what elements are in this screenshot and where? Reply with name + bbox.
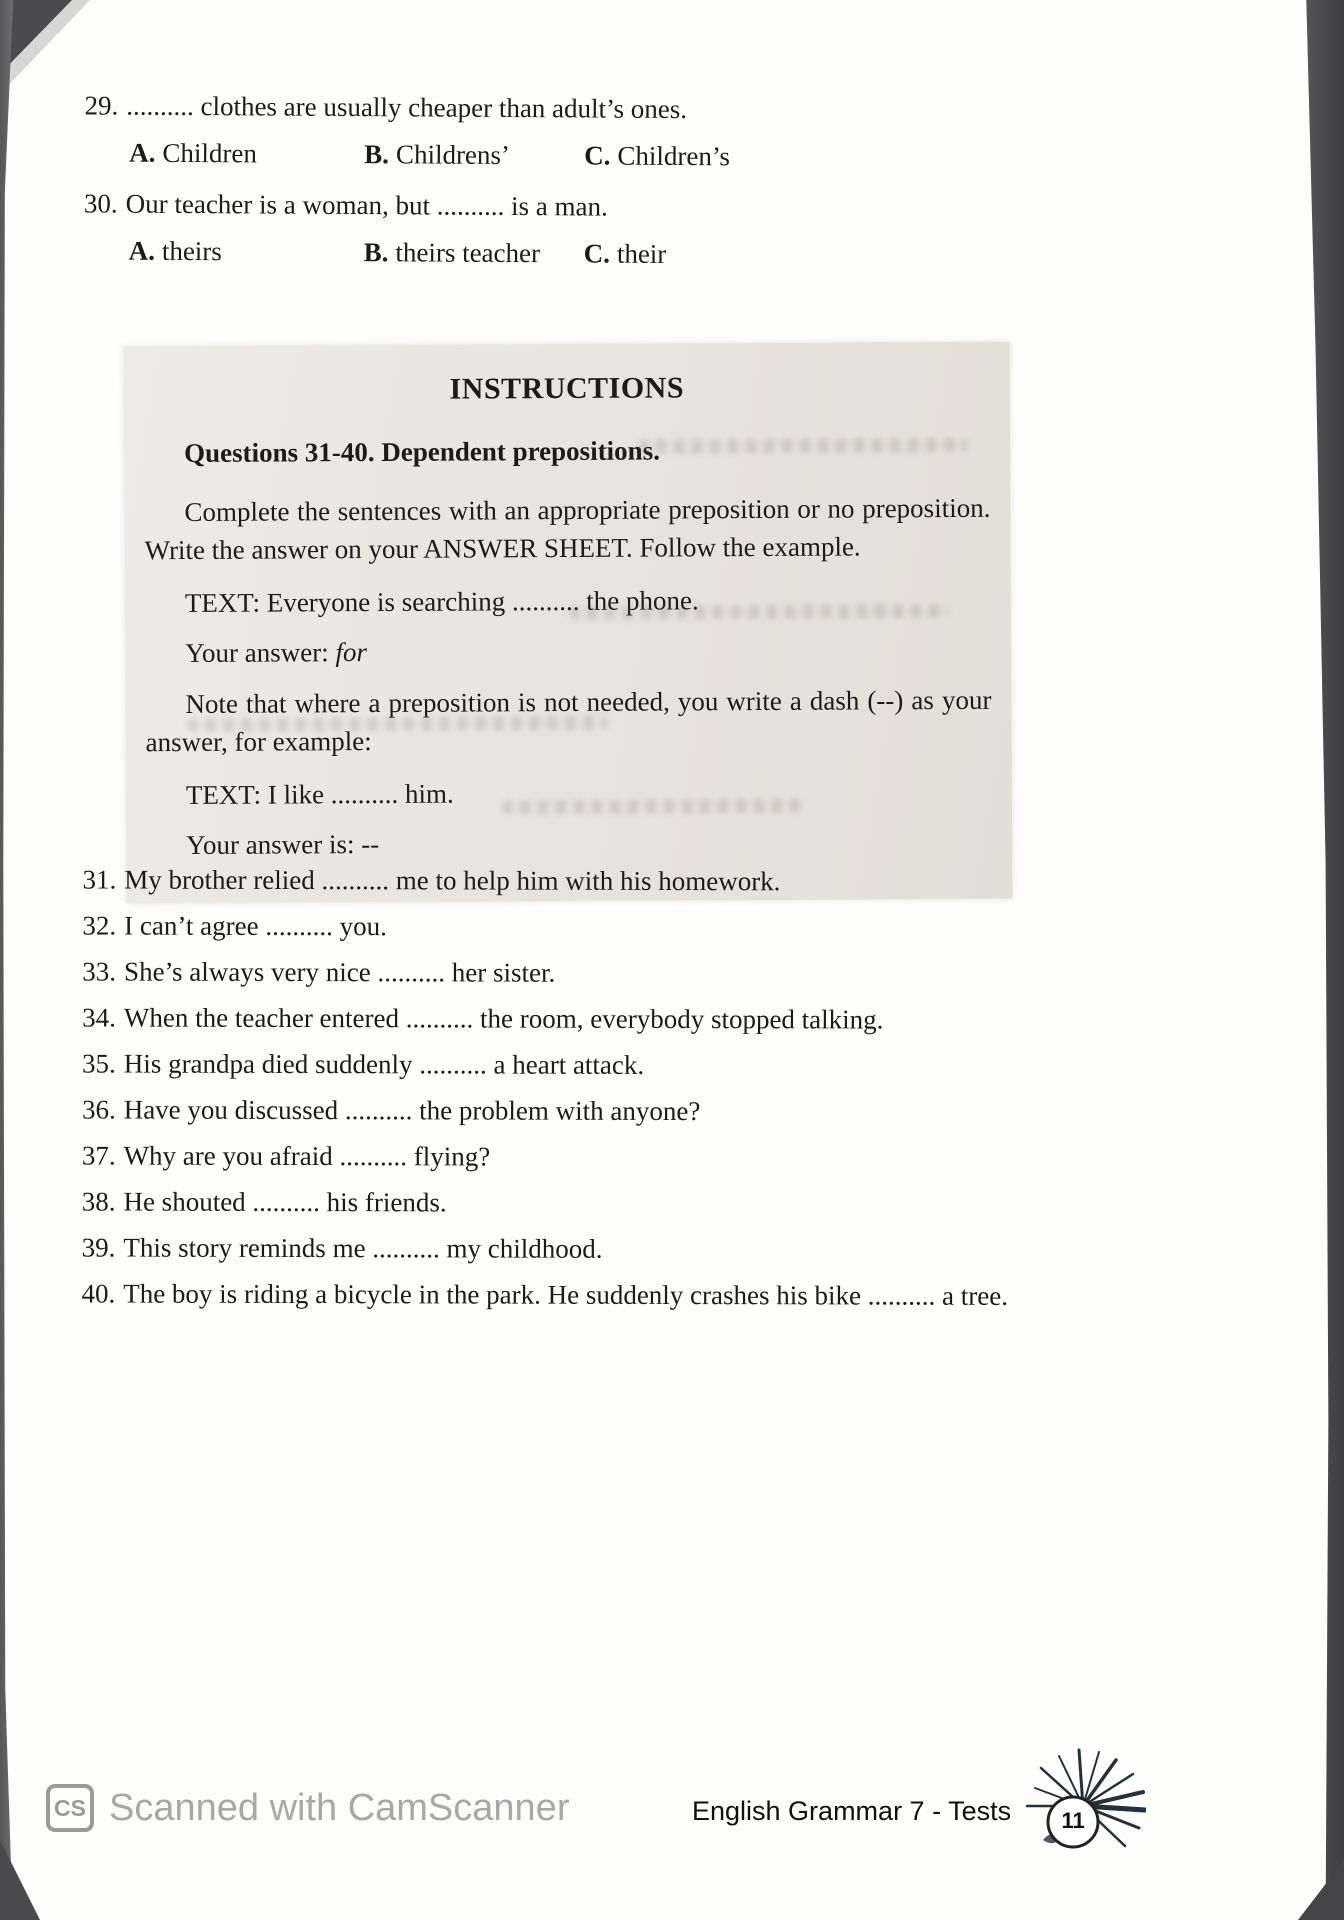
option-29-b [364,139,584,171]
question-number: 38. [81,1186,116,1217]
footer-right [692,1770,1146,1888]
question-40 [81,1278,1273,1311]
question-39 [82,1232,1274,1265]
question-text: My brother relied .......... me to help him with his homework. [124,864,781,897]
bleed-through-artifact [638,438,968,454]
options-row-29 [129,138,1269,176]
question-number: 37. [81,1140,116,1171]
question-number: 36. [81,1094,116,1125]
example-1-answer [185,631,991,671]
question-number: 30. [83,188,118,219]
option-29-c [584,140,730,172]
question-number: 35. [82,1048,116,1079]
bleed-through-artifact [187,716,607,732]
question-text: When the teacher entered .......... the room, everybody stopped talking. [123,1002,884,1035]
question-text: She’s always very nice .......... her sister. [124,956,556,988]
option-30-c [584,238,667,270]
option-text: theirs teacher [395,237,541,269]
question-30 [84,188,1269,226]
question-number: 33. [82,956,117,987]
option-label: A. [128,235,155,266]
camscanner-logo-icon: CS [46,1784,94,1832]
question-text: I can’t agree .......... you. [124,910,387,942]
option-30-a [129,236,364,268]
option-text: theirs [161,235,222,267]
question-text: This story reminds me .......... my childhood. [123,1232,603,1264]
option-label: B. [364,139,390,170]
question-number: 39. [81,1232,116,1263]
page-number: 11 [1061,1808,1085,1833]
example-1-answer-value: for [335,637,368,668]
camscanner-text: Scanned with CamScanner [109,1786,570,1829]
question-text: Have you discussed .......... the problem with anyone? [123,1094,701,1127]
option-text: their [616,238,667,269]
question-text: His grandpa died suddenly .......... a heart attack. [123,1048,645,1080]
bleed-through-artifact [569,604,949,620]
question-33 [82,956,1274,989]
bleed-through-artifact [502,799,802,815]
example-1-text: TEXT: Everyone is searching .......... the phone. [184,585,699,619]
question-36 [82,1094,1274,1127]
book-title: English Grammar 7 - Tests [692,1796,1012,1826]
example-1-answer-label: Your answer: [185,637,336,669]
question-29 [84,90,1269,128]
option-text: Children’s [617,140,731,172]
questions-31-40-section [81,864,1274,1327]
question-text: .......... clothes are usually cheaper than adult’s ones. [126,90,688,125]
example-2-answer: Your answer is: -- [186,828,380,861]
options-row-30 [129,236,1269,274]
option-text: Childrens’ [395,139,511,170]
option-29-a [129,138,364,170]
option-30-b [364,237,584,269]
questions-29-30-section [83,90,1269,293]
question-35 [82,1048,1274,1081]
question-text: The boy is riding a bicycle in the park. He suddenly crashes his bike .......... a tree. [123,1278,1009,1311]
question-text: He shouted .......... his friends. [123,1186,447,1218]
option-label: C. [583,238,610,269]
instructions-paragraph: Complete the sentences with an appropriate preposition or no preposition. Write the answer on your ANSWER SHEET. Follow the example. [144,492,991,566]
example-2-text: TEXT: I like .......... him. [185,778,454,811]
question-38 [82,1186,1274,1219]
question-37 [82,1140,1274,1173]
question-34 [82,1002,1274,1035]
question-number: 29. [84,90,119,121]
scan-shadow-left-edge [0,0,22,1920]
option-label: C. [584,140,611,171]
option-label: B. [363,237,389,268]
page-number-splash [1021,1748,1146,1888]
instructions-subtitle: Questions 31-40. Dependent prepositions. [184,435,660,469]
question-32 [82,910,1274,943]
option-text: Children [162,137,258,169]
question-text: Why are you afraid .......... flying? [123,1140,491,1172]
option-label: A. [129,137,156,168]
scan-shadow-right-edge [1298,0,1344,1920]
question-number: 32. [82,910,117,941]
question-text: Our teacher is a woman, but .......... is a man. [125,188,608,222]
instructions-box [124,342,1013,904]
question-number: 40. [81,1278,116,1309]
question-number: 31. [82,864,117,895]
page-footer [0,1770,1344,1920]
camscanner-watermark [46,1784,569,1832]
question-number: 34. [82,1002,116,1033]
instructions-note: Note that where a preposition is not needed, you write a dash (--) as your answer, for example: [145,684,992,758]
instructions-title: INSTRUCTIONS [449,371,685,406]
question-31 [83,864,1275,897]
